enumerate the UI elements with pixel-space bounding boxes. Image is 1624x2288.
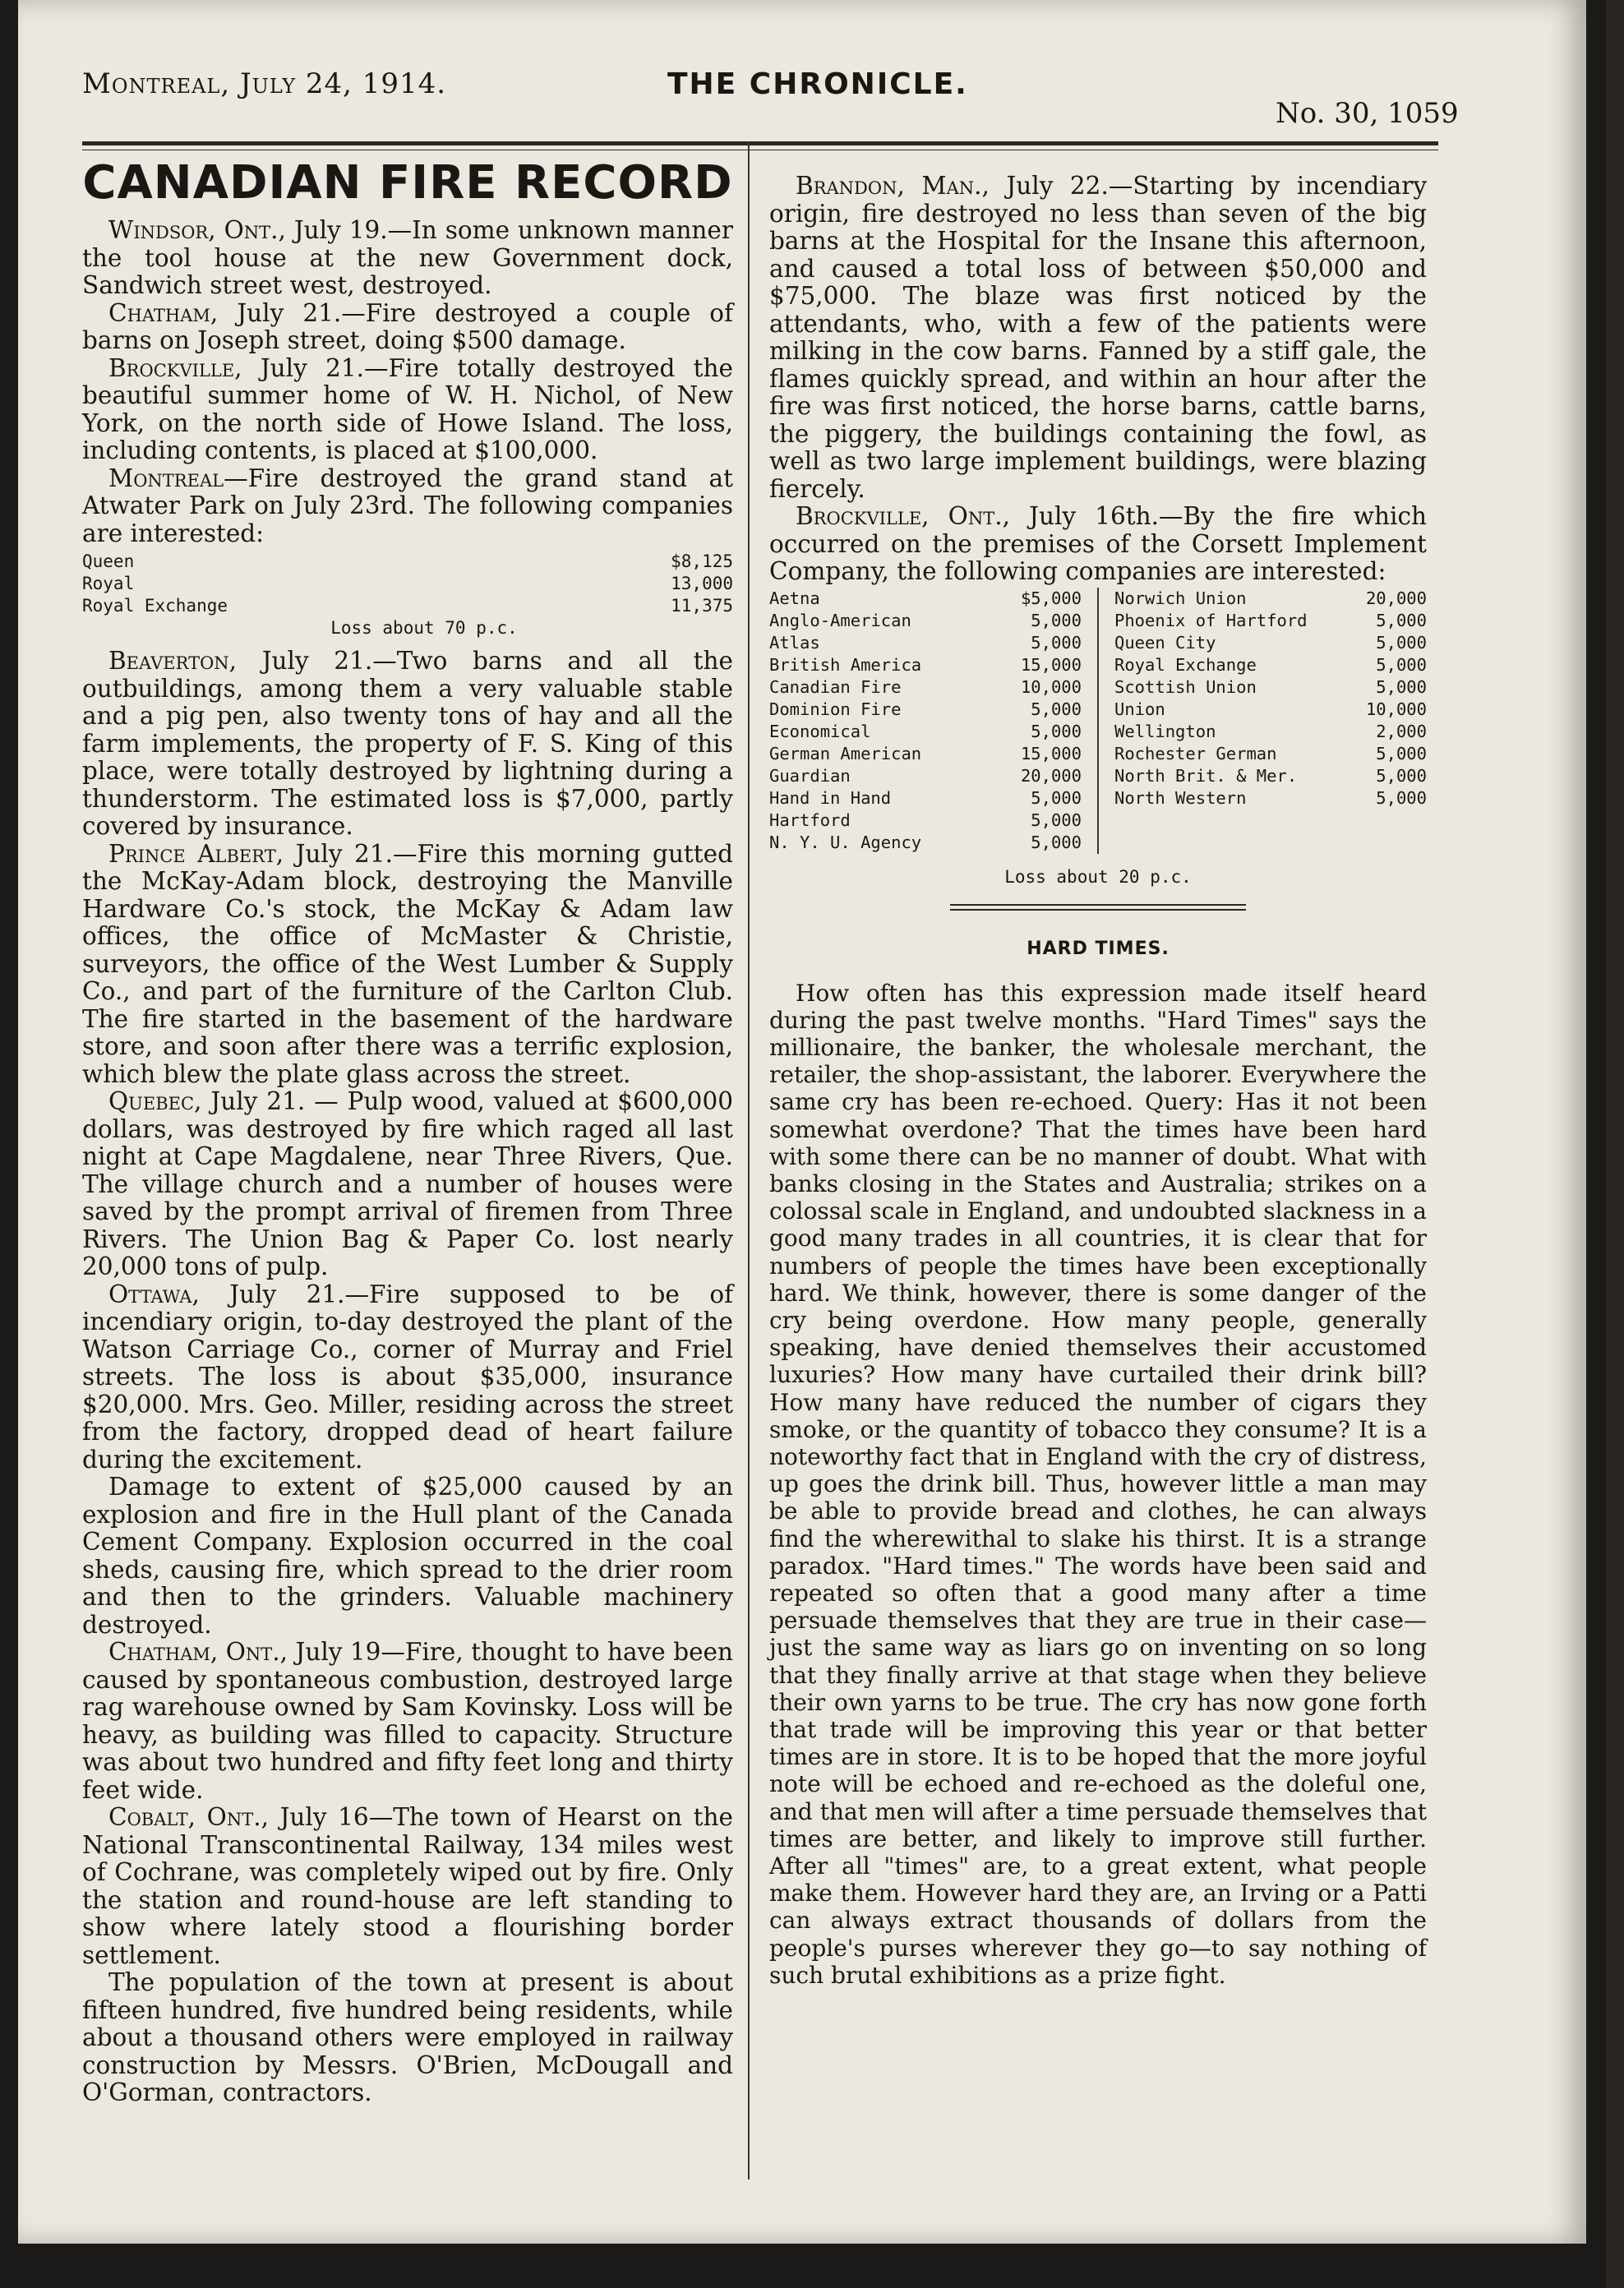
insurer-name: Queen <box>82 551 135 571</box>
right-column <box>769 173 1427 1989</box>
article-quebec <box>82 1088 733 1281</box>
place-name: Brandon, Man., <box>796 172 990 200</box>
insurer-amount: 15,000 <box>1020 654 1082 675</box>
insurer-name: Royal Exchange <box>82 596 228 616</box>
insurer-amount: 5,000 <box>1031 787 1082 808</box>
place-name: Windsor, Ont., <box>108 216 286 244</box>
insurer-name: North Western <box>1114 787 1247 808</box>
table-row <box>769 743 1082 765</box>
table-row <box>82 595 733 617</box>
table-row <box>769 810 1082 832</box>
article-brockville-ont <box>769 503 1427 586</box>
place-name: Montreal <box>108 464 224 492</box>
table-row <box>769 699 1082 721</box>
insurer-name: North Brit. & Mer. <box>1114 765 1298 786</box>
insurer-name: British America <box>769 654 922 675</box>
insurer-amount: 5,000 <box>1376 787 1427 808</box>
article-brandon <box>769 173 1427 503</box>
insurer-amount: 13,000 <box>671 574 733 593</box>
place-name: Quebec, <box>108 1087 202 1115</box>
article-text: July 16—The town of Hearst on the National Transcontinental Railway, 134 miles west of Cochrane, was completely wiped out by fire. Only the station and round-house are left standing to show where lately stood a flourishing border settlement. <box>82 1803 733 1969</box>
place-name: Chatham, <box>108 298 219 327</box>
place-name: Brockville, Ont., <box>796 502 1010 530</box>
article-text: July 21.—Fire destroyed a couple of barns on Joseph street, doing $500 damage. <box>82 298 733 354</box>
insurers-list-right <box>1114 588 1427 854</box>
article-prince-albert <box>82 841 733 1089</box>
insurer-amount: 5,000 <box>1376 610 1427 630</box>
insurer-name: German American <box>769 743 922 763</box>
section-title: CANADIAN FIRE RECORD <box>82 156 733 210</box>
insurer-amount: 10,000 <box>1365 699 1427 719</box>
table-row <box>1114 699 1427 721</box>
insurer-name: Economical <box>769 721 871 741</box>
table-row <box>769 832 1082 854</box>
insurer-amount: 5,000 <box>1376 743 1427 763</box>
table-row <box>1114 721 1427 743</box>
table-row <box>769 765 1082 787</box>
article-montreal <box>82 465 733 548</box>
insurer-amount: 11,375 <box>671 596 733 616</box>
table-row <box>769 610 1082 632</box>
article-chatham-ont <box>82 1639 733 1804</box>
insurer-amount: 20,000 <box>1020 765 1082 786</box>
left-column <box>82 153 733 2107</box>
insurer-amount: 5,000 <box>1376 632 1427 653</box>
column-divider <box>748 141 750 2180</box>
table-divider <box>1097 588 1099 854</box>
table-row <box>1114 610 1427 632</box>
insurer-name: Scottish Union <box>1114 676 1257 697</box>
insurer-name: Wellington <box>1114 721 1216 741</box>
article-text: July 21.—Fire supposed to be of incendiary origin, to-day destroyed the plant of the Watson Carriage Co., corner of Murray and Friel streets. The loss is about $35,000, insurance $20,000. Mrs. Geo. Miller, residing across the street from the factory, dropped dead of heart failure during the excitement. <box>82 1280 733 1474</box>
insurer-amount: 5,000 <box>1031 632 1082 653</box>
article-text: July 21.—Fire totally destroyed the beautiful summer home of W. H. Nichol, of New York, on the north side of Howe Island. The loss, including contents, is placed at $100,000. <box>82 353 733 464</box>
header-masthead: THE CHRONICLE. <box>667 67 968 101</box>
loss-note: Loss about 20 p.c. <box>1004 866 1192 887</box>
article-text: July 21. — Pulp wood, valued at $600,000 dollars, was destroyed by fire which raged all last night at Cape Magdalene, near Three Rivers, Que. The village church and a number of houses were saved by the prompt arrival of firemen from Three Rivers. The Union Bag & Paper Co. lost nearly 20,000 tons of pulp. <box>82 1087 733 1280</box>
insurer-name: Atlas <box>769 632 820 653</box>
table-row <box>82 551 733 573</box>
newspaper-page <box>18 0 1586 2244</box>
place-name: Brockville, <box>108 353 242 382</box>
insurers-table-brockville <box>769 588 1427 854</box>
insurer-name: Dominion Fire <box>769 699 902 719</box>
insurer-name: Royal Exchange <box>1114 654 1257 675</box>
article-text: July 16th.—By the fire which occurred on the premises of the Corsett Implement Company, the following companies are interested: <box>769 502 1427 585</box>
article-text: July 22.—Starting by incendiary origin, fire destroyed no less than seven of the big barns at the Hospital for the Insane this afternoon, and caused a total loss of between $50,000 and $75,000. The blaze was first noticed by the attendants, who, with a few of the patients were milking in the cow barns. Fanned by a stiff gale, the flames quickly spread, and within an hour after the fire was first noticed, the horse barns, cattle barns, the piggery, the buildings containing the fowl, as well as two large implement buildings, were blazing fiercely. <box>769 172 1427 503</box>
insurer-amount: 5,000 <box>1031 610 1082 630</box>
hard-times-heading: HARD TIMES. <box>1027 939 1170 959</box>
insurers-list-left <box>769 588 1082 854</box>
insurer-amount: 5,000 <box>1376 654 1427 675</box>
table-row <box>1114 632 1427 654</box>
place-name: Cobalt, Ont., <box>108 1803 269 1831</box>
loss-note: Loss about 70 p.c. <box>330 618 518 638</box>
table-row <box>769 721 1082 743</box>
place-name: Ottawa, <box>108 1280 200 1308</box>
insurer-name: Hartford <box>769 810 851 830</box>
insurer-amount: $5,000 <box>1020 588 1082 608</box>
article-hearst-population: The population of the town at present is about fifteen hundred, five hundred being residents, while about a thousand others were employed in railway construction by Messrs. O'Brien, McDougall and O'Gorman, contractors. <box>82 1968 733 2106</box>
article-text: —Fire destroyed the grand stand at Atwater Park on July 23rd. The following companies are interested: <box>82 464 733 547</box>
insurer-name: Norwich Union <box>1114 588 1247 608</box>
table-row <box>1114 654 1427 676</box>
insurer-amount: 5,000 <box>1031 699 1082 719</box>
insurer-amount: $8,125 <box>671 551 733 571</box>
table-row <box>1114 743 1427 765</box>
table-row <box>1114 676 1427 699</box>
insurer-name: Canadian Fire <box>769 676 902 697</box>
insurer-amount: 5,000 <box>1031 721 1082 741</box>
insurers-table-montreal <box>82 551 733 639</box>
table-row <box>769 632 1082 654</box>
table-row <box>82 573 733 595</box>
header-rule <box>82 141 1438 145</box>
insurer-amount: 20,000 <box>1365 588 1427 608</box>
insurer-amount: 5,000 <box>1031 832 1082 852</box>
insurer-name: Phoenix of Hartford <box>1114 610 1308 630</box>
article-text: July 19.—In some unknown manner the tool house at the new Government dock, Sandwich street west, destroyed. <box>82 216 733 299</box>
place-name: Beaverton, <box>108 647 238 675</box>
insurer-amount: 2,000 <box>1376 721 1427 741</box>
insurer-name: Hand in Hand <box>769 787 892 808</box>
header-page-number: No. 30, 1059 <box>1276 97 1459 130</box>
article-text: July 21.—Fire this morning gutted the McKay-Adam block, destroying the Manville Hardware Co.'s stock, the McKay & Adam law offices, the office of McMaster & Christie, surveyors, the office of the West Lumber & Supply Co., and part of the furniture of the Carlton Club. The fire started in the basement of the hardware store, and soon after there was a terrific explosion, which blew the plate glass across the street. <box>82 839 733 1088</box>
table-row <box>1114 765 1427 787</box>
insurer-name: N. Y. U. Agency <box>769 832 922 852</box>
insurer-name: Union <box>1114 699 1165 719</box>
insurer-amount: 5,000 <box>1031 810 1082 830</box>
table-row <box>769 654 1082 676</box>
table-row <box>769 787 1082 810</box>
table-row <box>1114 588 1427 610</box>
article-beaverton <box>82 648 733 841</box>
article-cobalt <box>82 1804 733 1969</box>
insurer-amount: 10,000 <box>1020 676 1082 697</box>
table-row <box>769 588 1082 610</box>
article-text: July 21.—Two barns and all the outbuildings, among them a very valuable stable and a pig pen, also twenty tons of hay and all the farm implements, the property of F. S. King of this place, were totally destroyed by lightning during a thunderstorm. The estimated loss is $7,000, partly covered by insurance. <box>82 647 733 840</box>
place-name: Chatham, Ont., <box>108 1638 288 1666</box>
insurer-amount: 5,000 <box>1376 765 1427 786</box>
insurer-name: Rochester German <box>1114 743 1277 763</box>
table-row <box>1114 787 1427 810</box>
article-hull: Damage to extent of $25,000 caused by an explosion and fire in the Hull plant of the Canada Cement Company. Explosion occurred in the coal sheds, causing fire, which spread to the drier room and then to the grinders. Valuable machinery destroyed. <box>82 1473 733 1639</box>
header-dateline: Montreal, July 24, 1914. <box>82 67 447 100</box>
place-name: Prince Albert, <box>108 839 284 868</box>
book-binding-edge <box>1606 0 1624 2288</box>
hard-times-essay: How often has this expression made itself heard during the past twelve months. "Hard Times" says the millionaire, the banker, the wholesale merchant, the retailer, the shop-assistant, the laborer. Everywhere the same cry has been re-echoed. Query: Has it not been somewhat overdone? That the times have been hard with some there can be no manner of doubt. What with banks closing in the States and Australia; strikes on a colossal scale in England, and undoubted slackness in a good many trades in all countries, it is clear that for numbers of people the times have been exceptionally hard. We think, however, there is some danger of the cry being overdone. How many people, generally speaking, have denied themselves their accustomed luxuries? How many have curtailed their drink bill? How many have reduced the number of cigars they smoke, or the quantity of tobacco they consume? It is a noteworthy fact that in England with the cry of distress, up goes the drink bill. Thus, however little a man may be able to provide bread and clothes, he can always find the wherewithal to slake his thirst. It is a strange paradox. "Hard times." The words have been said and repeated so often that a good many after a time persuade themselves that they are true in their case—just the same way as liars go on inventing on so long that they finally arrive at that stage when they believe their own yarns to be true. The cry has now gone forth that trade will be improving this year or that better times are in store. It is to be hoped that the more joyful note will be echoed and re-echoed as the doleful one, and that men will after a time persuade themselves that times are better, and likely to improve still further. After all "times" are, to a great extent, what people make them. However hard they are, an Irving or a Patti can always extract thousands of dollars from the people's purses wherever they go—to say nothing of such brutal exhibitions as a prize fight. <box>769 979 1427 1989</box>
insurer-name: Anglo-American <box>769 610 911 630</box>
table-row <box>769 676 1082 699</box>
article-windsor <box>82 217 733 300</box>
insurer-amount: 15,000 <box>1020 743 1082 763</box>
article-text: July 19—Fire, thought to have been caused by spontaneous combustion, destroyed large rag warehouse owned by Sam Kovinsky. Loss will be heavy, as building was filled to capacity. Structure was about two hundred and fifty feet long and thirty feet wide. <box>82 1638 734 1804</box>
article-brockville <box>82 355 733 465</box>
insurer-name: Guardian <box>769 765 851 786</box>
article-chatham <box>82 300 733 355</box>
insurer-name: Aetna <box>769 588 820 608</box>
insurer-amount: 5,000 <box>1376 676 1427 697</box>
insurer-name: Royal <box>82 574 135 593</box>
article-ottawa <box>82 1281 733 1474</box>
insurer-name: Queen City <box>1114 632 1216 653</box>
section-double-rule <box>950 904 1246 911</box>
